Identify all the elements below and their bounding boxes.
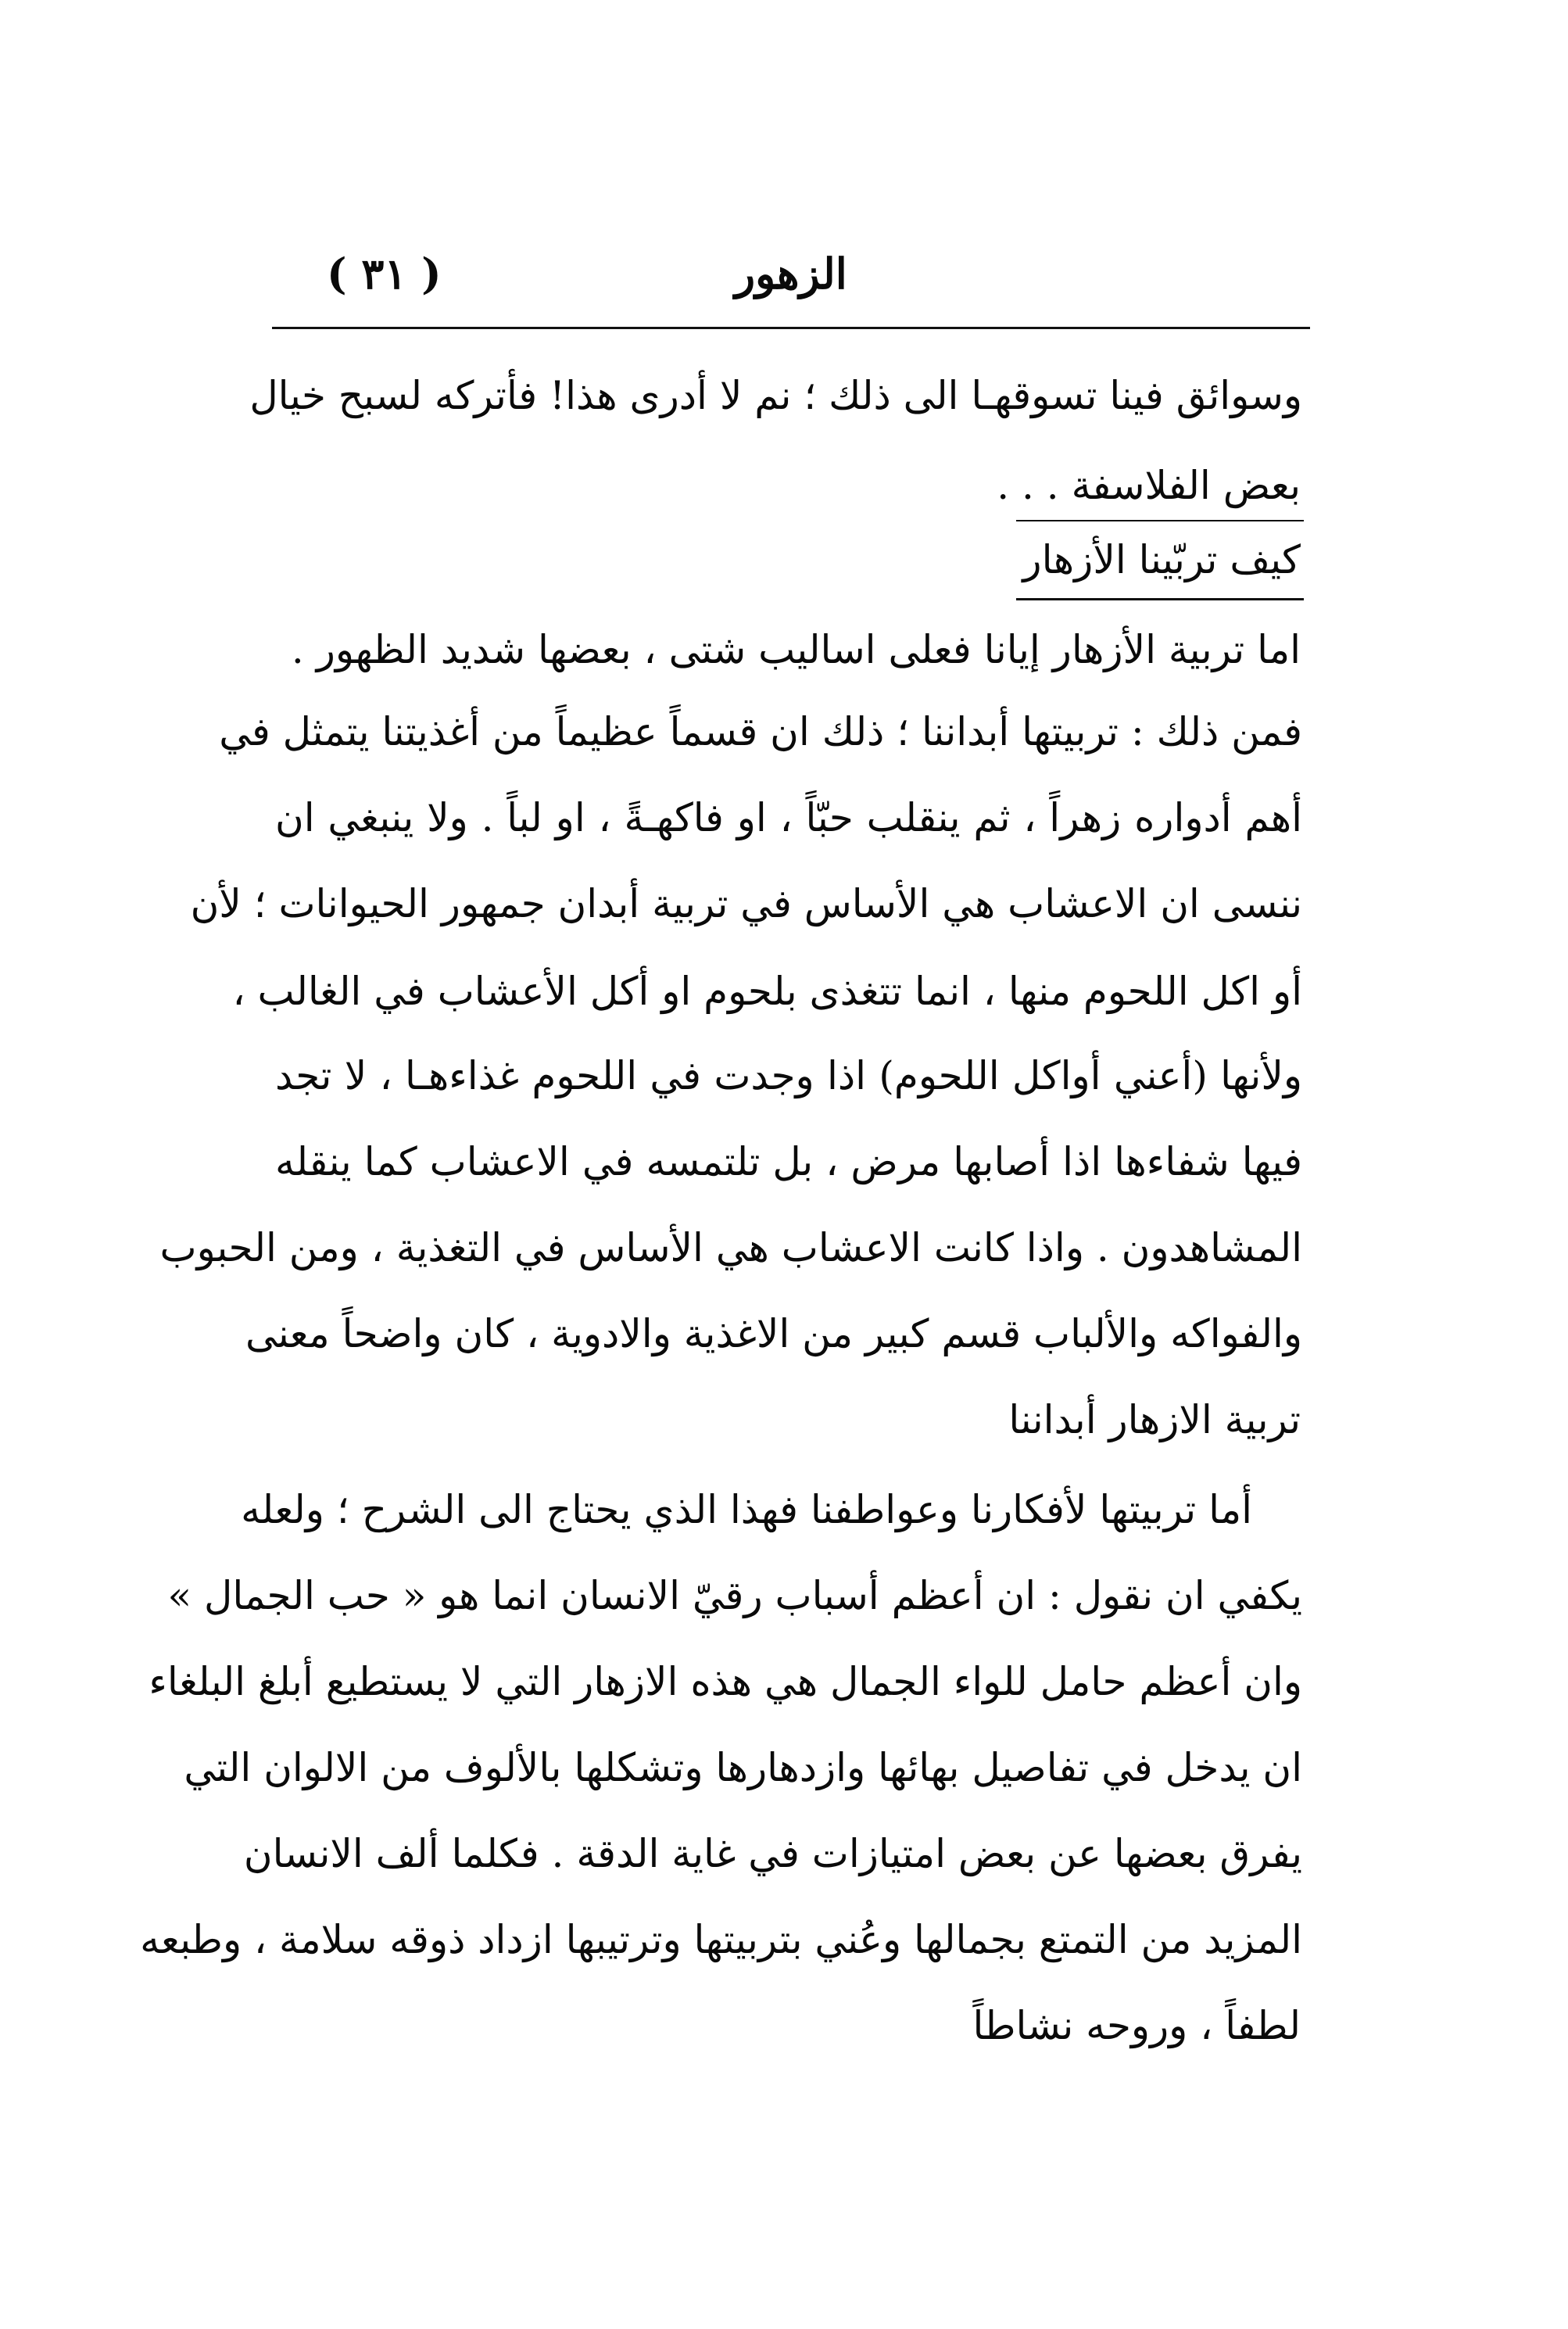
text-line: لطفاً ، وروحه نشاطاً: [972, 2003, 1301, 2048]
header-rule: [272, 327, 1310, 329]
text-line: وان أعظم حامل للواء الجمال هي هذه الازهار التي لا يستطيع أبلغ البلغاء: [149, 1659, 1302, 1704]
text-line: بعض الفلاسفة . . .: [997, 463, 1301, 508]
text-line: فيها شفاءها اذا أصابها مرض ، بل تلتمسه في الاعشاب كما ينقله: [275, 1139, 1302, 1184]
text-line: أما تربيتها لأفكارنا وعواطفنا فهذا الذي يحتاج الى الشرح ؛ ولعله: [241, 1487, 1252, 1532]
page-number: ( ٣١ ): [327, 249, 442, 299]
section-heading: كيف تربّينا الأزهار: [1022, 537, 1301, 582]
text-line: والفواكه والألباب قسم كبير من الاغذية والادوية ، كان واضحاً معنى: [245, 1311, 1302, 1356]
heading-rule-bottom: [1016, 598, 1304, 600]
text-line: يكفي ان نقول : ان أعظم أسباب رقيّ الانسان انما هو « حب الجمال »: [167, 1573, 1302, 1618]
text-line: ننسى ان الاعشاب هي الأساس في تربية أبدان جمهور الحيوانات ؛ لأن: [190, 881, 1302, 926]
running-title: الزهور: [735, 249, 847, 299]
text-line: ولأنها (أعني أواكل اللحوم) اذا وجدت في اللحوم غذاءهـا ، لا تجد: [275, 1053, 1302, 1098]
text-line: اما تربية الأزهار إيانا فعلى اساليب شتى ، بعضها شديد الظهور .: [291, 627, 1301, 672]
text-line: تربية الازهار أبداننا: [1008, 1397, 1301, 1442]
text-line: أهم أدواره زهراً ، ثم ينقلب حبّاً ، او فاكهـةً ، او لباً . ولا ينبغي ان: [275, 795, 1302, 840]
text-line: ان يدخل في تفاصيل بهائها وازدهارها وتشكلها بالألوف من الالوان التي: [184, 1745, 1302, 1790]
text-line: المزيد من التمتع بجمالها وعُني بتربيتها وترتيبها ازداد ذوقه سلامة ، وطبعه: [140, 1917, 1302, 1962]
text-line: وسوائق فينا تسوقهـا الى ذلك ؛ نم لا أدرى هذا! فأتركه لسبح خيال: [249, 373, 1302, 418]
heading-rule-top: [1016, 520, 1304, 521]
text-line: يفرق بعضها عن بعض امتيازات في غاية الدقة . فكلما ألف الانسان: [243, 1831, 1302, 1876]
text-line: أو اكل اللحوم منها ، انما تتغذى بلحوم او أكل الأعشاب في الغالب ،: [232, 969, 1302, 1014]
text-line: فمن ذلك : تربيتها أبداننا ؛ ذلك ان قسماً عظيماً من أغذيتنا يتمثل في: [219, 709, 1302, 754]
text-line: المشاهدون . واذا كانت الاعشاب هي الأساس في التغذية ، ومن الحبوب: [159, 1225, 1302, 1270]
